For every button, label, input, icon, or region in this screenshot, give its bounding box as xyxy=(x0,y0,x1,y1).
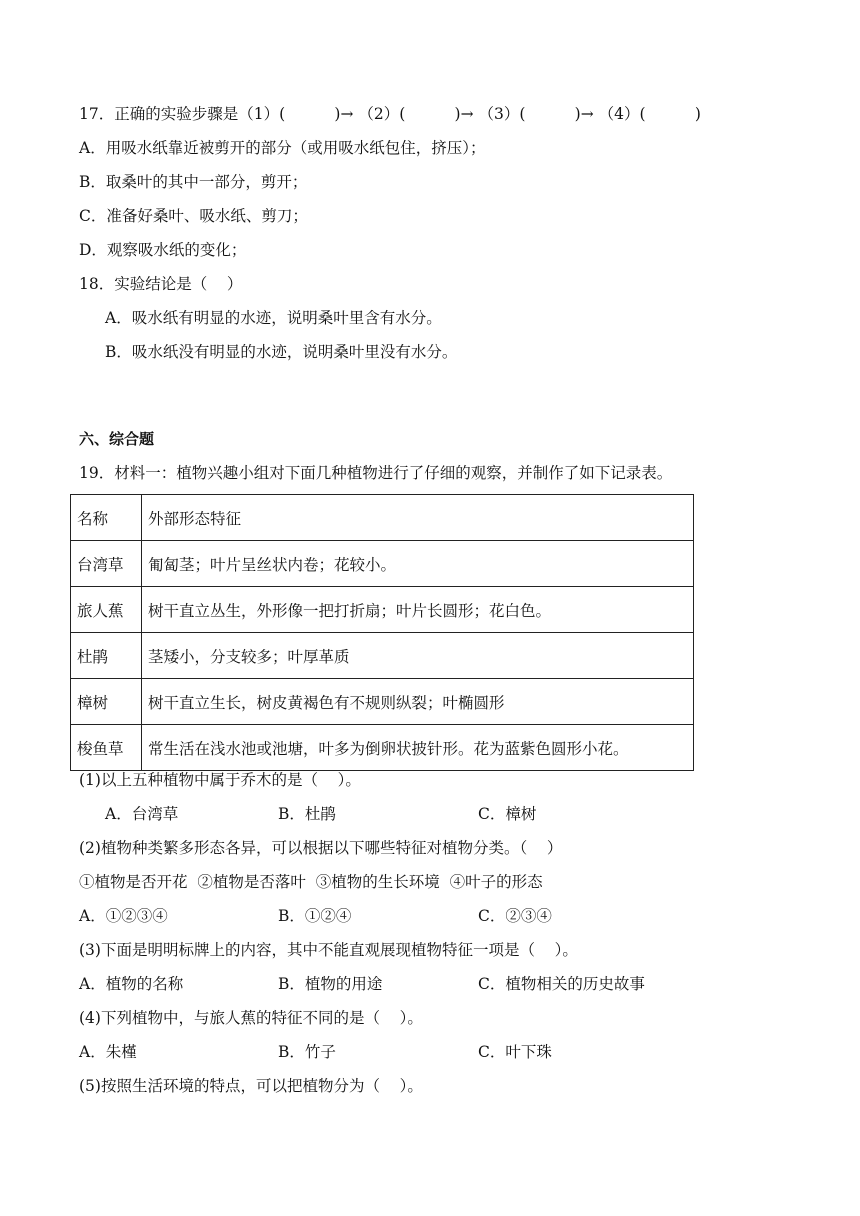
plant-name: 樟树 xyxy=(71,679,142,725)
sub4-option-c: C．叶下珠 xyxy=(478,1043,552,1061)
sub4-stem: (4)下列植物中，与旅人蕉的特征不同的是（ ）。 xyxy=(79,1009,423,1027)
sub3-stem: (3)下面是明明标牌上的内容，其中不能直观展现植物特征一项是（ ）。 xyxy=(79,941,578,959)
plant-features: 常生活在浅水池或池塘，叶多为倒卵状披针形。花为蓝紫色圆形小花。 xyxy=(142,725,694,771)
sub3-option-b: B．植物的用途 xyxy=(278,975,383,993)
sub2-option-a: A．①②③④ xyxy=(79,907,168,925)
sub2-stem: (2)植物种类繁多形态各异，可以根据以下哪些特征对植物分类。（ ） xyxy=(79,839,563,857)
sub1-option-b: B．杜鹃 xyxy=(278,805,336,823)
sub1-stem: (1)以上五种植物中属于乔木的是（ ）。 xyxy=(79,771,361,789)
q18-option-b: B．吸水纸没有明显的水迹，说明桑叶里没有水分。 xyxy=(105,343,458,361)
sub4-option-b: B．竹子 xyxy=(278,1043,336,1061)
plant-record-table xyxy=(70,494,694,771)
q17-stem: 17．正确的实验步骤是（1）( )→ （2）( )→ （3）( )→ （4）( ) xyxy=(79,105,701,123)
plant-name: 梭鱼草 xyxy=(71,725,142,771)
header-name: 名称 xyxy=(71,495,142,541)
q17-option-b: B．取桑叶的其中一部分，剪开； xyxy=(79,173,308,191)
q17-option-c: C．准备好桑叶、吸水纸、剪刀； xyxy=(79,207,308,225)
sub2-items: ①植物是否开花 ②植物是否落叶 ③植物的生长环境 ④叶子的形态 xyxy=(79,873,543,891)
sub4-option-a: A．朱槿 xyxy=(79,1043,137,1061)
header-features: 外部形态特征 xyxy=(142,495,694,541)
q17-option-d: D．观察吸水纸的变化； xyxy=(79,241,247,259)
table-row xyxy=(71,541,694,587)
section-title: 六、综合题 xyxy=(79,430,155,448)
q18-stem: 18．实验结论是（ ） xyxy=(79,275,243,293)
sub2-option-b: B．①②④ xyxy=(278,907,352,925)
plant-features: 匍匐茎；叶片呈丝状内卷；花较小。 xyxy=(142,541,694,587)
sub1-option-a: A．台湾草 xyxy=(105,805,179,823)
plant-name: 旅人蕉 xyxy=(71,587,142,633)
plant-features: 茎矮小，分支较多；叶厚革质 xyxy=(142,633,694,679)
table-row xyxy=(71,725,694,771)
table-header-row xyxy=(71,495,694,541)
plant-name: 杜鹃 xyxy=(71,633,142,679)
table-row xyxy=(71,633,694,679)
sub2-option-c: C．②③④ xyxy=(478,907,552,925)
q19-stem: 19．材料一：植物兴趣小组对下面几种植物进行了仔细的观察，并制作了如下记录表。 xyxy=(79,464,673,482)
table-row xyxy=(71,587,694,633)
plant-features: 树干直立生长，树皮黄褐色有不规则纵裂；叶椭圆形 xyxy=(142,679,694,725)
plant-name: 台湾草 xyxy=(71,541,142,587)
sub1-option-c: C．樟树 xyxy=(478,805,537,823)
sub3-option-a: A．植物的名称 xyxy=(79,975,184,993)
plant-features: 树干直立丛生，外形像一把打折扇；叶片长圆形；花白色。 xyxy=(142,587,694,633)
sub5-stem: (5)按照生活环境的特点，可以把植物分为（ ）。 xyxy=(79,1077,423,1095)
table-row xyxy=(71,679,694,725)
q17-option-a: A．用吸水纸靠近被剪开的部分（或用吸水纸包住，挤压）； xyxy=(79,139,486,157)
q18-option-a: A．吸水纸有明显的水迹，说明桑叶里含有水分。 xyxy=(105,309,442,327)
sub3-option-c: C．植物相关的历史故事 xyxy=(478,975,645,993)
